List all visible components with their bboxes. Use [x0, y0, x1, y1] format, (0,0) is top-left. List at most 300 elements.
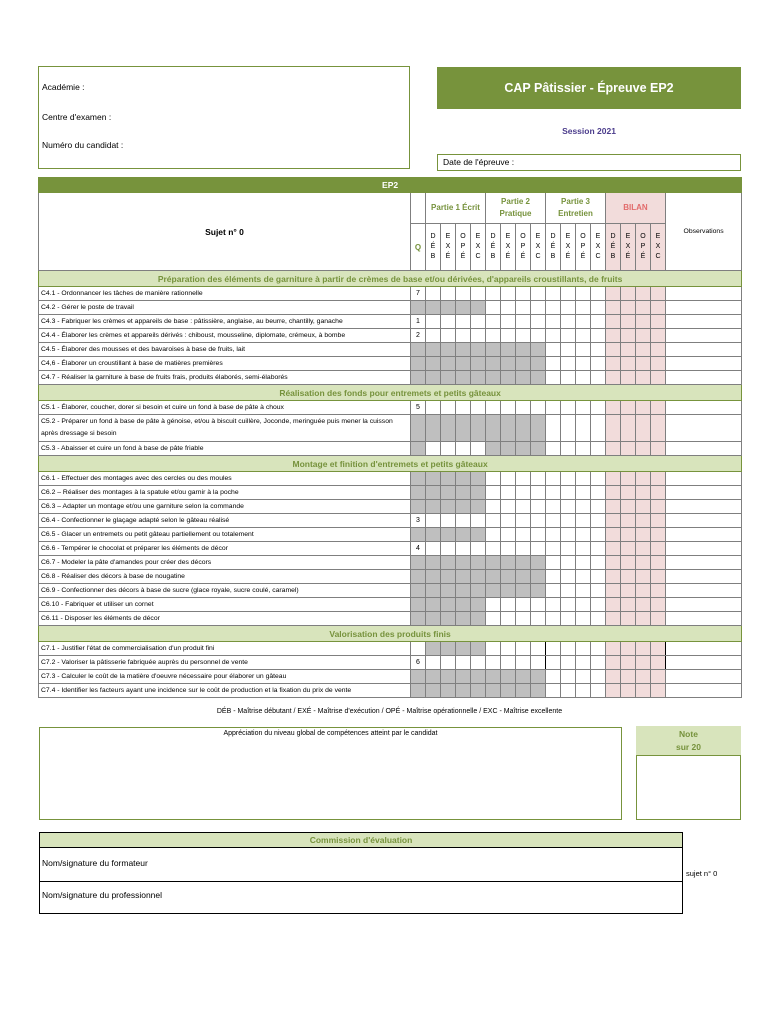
level-check-cell[interactable]	[471, 415, 486, 442]
level-check-cell[interactable]	[591, 612, 606, 626]
level-check-cell[interactable]	[606, 329, 621, 343]
level-check-cell[interactable]	[636, 371, 651, 385]
level-check-cell[interactable]	[606, 684, 621, 698]
level-check-cell[interactable]	[621, 612, 636, 626]
level-check-cell[interactable]	[531, 287, 546, 301]
level-check-cell[interactable]	[591, 542, 606, 556]
level-check-cell[interactable]	[621, 401, 636, 415]
level-check-cell[interactable]	[591, 486, 606, 500]
level-check-cell[interactable]	[546, 656, 561, 670]
level-check-cell[interactable]	[621, 570, 636, 584]
level-check-cell[interactable]	[516, 656, 531, 670]
level-check-cell[interactable]	[561, 287, 576, 301]
level-check-cell[interactable]	[456, 584, 471, 598]
level-check-cell[interactable]	[651, 442, 666, 456]
level-check-cell[interactable]	[441, 301, 456, 315]
level-check-cell[interactable]	[546, 556, 561, 570]
level-check-cell[interactable]	[651, 528, 666, 542]
level-check-cell[interactable]	[546, 415, 561, 442]
level-check-cell[interactable]	[561, 598, 576, 612]
level-check-cell[interactable]	[561, 343, 576, 357]
level-check-cell[interactable]	[621, 357, 636, 371]
level-check-cell[interactable]	[501, 542, 516, 556]
level-check-cell[interactable]	[636, 556, 651, 570]
level-check-cell[interactable]	[531, 612, 546, 626]
level-check-cell[interactable]	[561, 415, 576, 442]
level-check-cell[interactable]	[426, 401, 441, 415]
level-check-cell[interactable]	[516, 684, 531, 698]
question-number-cell[interactable]	[411, 670, 426, 684]
observation-cell[interactable]	[666, 528, 742, 542]
exam-date-field[interactable]: Date de l'épreuve :	[437, 154, 741, 171]
level-check-cell[interactable]	[636, 315, 651, 329]
level-check-cell[interactable]	[486, 570, 501, 584]
level-check-cell[interactable]	[636, 401, 651, 415]
level-check-cell[interactable]	[441, 584, 456, 598]
level-check-cell[interactable]	[606, 343, 621, 357]
level-check-cell[interactable]	[486, 315, 501, 329]
level-check-cell[interactable]	[456, 684, 471, 698]
level-check-cell[interactable]	[441, 514, 456, 528]
level-check-cell[interactable]	[591, 357, 606, 371]
level-check-cell[interactable]	[651, 329, 666, 343]
level-check-cell[interactable]	[516, 315, 531, 329]
question-number-cell[interactable]	[411, 472, 426, 486]
level-check-cell[interactable]	[576, 656, 591, 670]
level-check-cell[interactable]	[426, 486, 441, 500]
level-check-cell[interactable]	[501, 656, 516, 670]
level-check-cell[interactable]	[621, 670, 636, 684]
level-check-cell[interactable]	[441, 287, 456, 301]
level-check-cell[interactable]	[426, 301, 441, 315]
level-check-cell[interactable]	[546, 315, 561, 329]
level-check-cell[interactable]	[576, 556, 591, 570]
level-check-cell[interactable]	[531, 570, 546, 584]
level-check-cell[interactable]	[456, 371, 471, 385]
level-check-cell[interactable]	[546, 584, 561, 598]
level-check-cell[interactable]	[486, 287, 501, 301]
level-check-cell[interactable]	[636, 670, 651, 684]
level-check-cell[interactable]	[531, 486, 546, 500]
level-check-cell[interactable]	[636, 357, 651, 371]
observation-cell[interactable]	[666, 556, 742, 570]
level-check-cell[interactable]	[516, 343, 531, 357]
level-check-cell[interactable]	[456, 357, 471, 371]
level-check-cell[interactable]	[606, 612, 621, 626]
level-check-cell[interactable]	[441, 486, 456, 500]
level-check-cell[interactable]	[561, 612, 576, 626]
question-number-cell[interactable]	[411, 612, 426, 626]
level-check-cell[interactable]	[531, 329, 546, 343]
level-check-cell[interactable]	[546, 301, 561, 315]
level-check-cell[interactable]	[531, 500, 546, 514]
level-check-cell[interactable]	[426, 556, 441, 570]
level-check-cell[interactable]	[426, 343, 441, 357]
level-check-cell[interactable]	[471, 287, 486, 301]
level-check-cell[interactable]	[471, 357, 486, 371]
level-check-cell[interactable]	[501, 684, 516, 698]
observation-cell[interactable]	[666, 343, 742, 357]
level-check-cell[interactable]	[591, 514, 606, 528]
level-check-cell[interactable]	[486, 486, 501, 500]
level-check-cell[interactable]	[426, 612, 441, 626]
level-check-cell[interactable]	[516, 472, 531, 486]
level-check-cell[interactable]	[606, 670, 621, 684]
level-check-cell[interactable]	[471, 584, 486, 598]
level-check-cell[interactable]	[501, 570, 516, 584]
level-check-cell[interactable]	[651, 287, 666, 301]
level-check-cell[interactable]	[621, 656, 636, 670]
level-check-cell[interactable]	[561, 500, 576, 514]
level-check-cell[interactable]	[546, 528, 561, 542]
level-check-cell[interactable]	[486, 343, 501, 357]
level-check-cell[interactable]	[456, 500, 471, 514]
level-check-cell[interactable]	[546, 670, 561, 684]
level-check-cell[interactable]	[606, 415, 621, 442]
level-check-cell[interactable]	[486, 684, 501, 698]
level-check-cell[interactable]	[621, 542, 636, 556]
level-check-cell[interactable]	[471, 315, 486, 329]
level-check-cell[interactable]	[441, 670, 456, 684]
level-check-cell[interactable]	[561, 315, 576, 329]
observation-cell[interactable]	[666, 642, 742, 656]
level-check-cell[interactable]	[501, 415, 516, 442]
level-check-cell[interactable]	[501, 612, 516, 626]
observation-cell[interactable]	[666, 570, 742, 584]
level-check-cell[interactable]	[591, 684, 606, 698]
level-check-cell[interactable]	[516, 542, 531, 556]
level-check-cell[interactable]	[426, 528, 441, 542]
observation-cell[interactable]	[666, 371, 742, 385]
question-number-cell[interactable]	[411, 684, 426, 698]
observation-cell[interactable]	[666, 415, 742, 442]
question-number-cell[interactable]	[411, 357, 426, 371]
level-check-cell[interactable]	[501, 401, 516, 415]
observation-cell[interactable]	[666, 401, 742, 415]
level-check-cell[interactable]	[651, 514, 666, 528]
level-check-cell[interactable]	[591, 371, 606, 385]
level-check-cell[interactable]	[651, 570, 666, 584]
level-check-cell[interactable]	[621, 556, 636, 570]
level-check-cell[interactable]	[531, 514, 546, 528]
level-check-cell[interactable]	[576, 670, 591, 684]
level-check-cell[interactable]	[636, 528, 651, 542]
level-check-cell[interactable]	[546, 371, 561, 385]
level-check-cell[interactable]	[576, 315, 591, 329]
level-check-cell[interactable]	[576, 500, 591, 514]
level-check-cell[interactable]	[606, 486, 621, 500]
level-check-cell[interactable]	[501, 584, 516, 598]
level-check-cell[interactable]	[561, 556, 576, 570]
level-check-cell[interactable]	[561, 656, 576, 670]
level-check-cell[interactable]	[471, 472, 486, 486]
level-check-cell[interactable]	[561, 542, 576, 556]
level-check-cell[interactable]	[651, 556, 666, 570]
level-check-cell[interactable]	[561, 301, 576, 315]
question-number-cell[interactable]	[411, 371, 426, 385]
level-check-cell[interactable]	[546, 343, 561, 357]
level-check-cell[interactable]	[651, 612, 666, 626]
level-check-cell[interactable]	[651, 486, 666, 500]
level-check-cell[interactable]	[441, 343, 456, 357]
appreciation-box[interactable]	[39, 727, 622, 820]
level-check-cell[interactable]	[426, 442, 441, 456]
level-check-cell[interactable]	[651, 357, 666, 371]
observation-cell[interactable]	[666, 514, 742, 528]
observation-cell[interactable]	[666, 612, 742, 626]
level-check-cell[interactable]	[636, 514, 651, 528]
level-check-cell[interactable]	[531, 598, 546, 612]
level-check-cell[interactable]	[516, 670, 531, 684]
observation-cell[interactable]	[666, 357, 742, 371]
level-check-cell[interactable]	[471, 528, 486, 542]
level-check-cell[interactable]	[546, 514, 561, 528]
level-check-cell[interactable]	[636, 442, 651, 456]
level-check-cell[interactable]	[591, 500, 606, 514]
level-check-cell[interactable]	[576, 442, 591, 456]
level-check-cell[interactable]	[426, 329, 441, 343]
level-check-cell[interactable]	[471, 343, 486, 357]
level-check-cell[interactable]	[501, 642, 516, 656]
level-check-cell[interactable]	[486, 670, 501, 684]
level-check-cell[interactable]	[621, 442, 636, 456]
observation-cell[interactable]	[666, 656, 742, 670]
level-check-cell[interactable]	[516, 514, 531, 528]
level-check-cell[interactable]	[441, 415, 456, 442]
level-check-cell[interactable]	[546, 570, 561, 584]
level-check-cell[interactable]	[456, 670, 471, 684]
level-check-cell[interactable]	[486, 329, 501, 343]
level-check-cell[interactable]	[651, 656, 666, 670]
level-check-cell[interactable]	[441, 684, 456, 698]
level-check-cell[interactable]	[636, 287, 651, 301]
level-check-cell[interactable]	[456, 656, 471, 670]
level-check-cell[interactable]	[426, 500, 441, 514]
level-check-cell[interactable]	[546, 486, 561, 500]
level-check-cell[interactable]	[516, 584, 531, 598]
level-check-cell[interactable]	[456, 556, 471, 570]
level-check-cell[interactable]	[606, 514, 621, 528]
level-check-cell[interactable]	[621, 584, 636, 598]
level-check-cell[interactable]	[501, 598, 516, 612]
question-number-cell[interactable]	[411, 486, 426, 500]
level-check-cell[interactable]	[606, 500, 621, 514]
level-check-cell[interactable]	[456, 486, 471, 500]
level-check-cell[interactable]	[576, 528, 591, 542]
level-check-cell[interactable]	[636, 542, 651, 556]
question-number-cell[interactable]	[411, 570, 426, 584]
level-check-cell[interactable]	[426, 684, 441, 698]
level-check-cell[interactable]	[426, 514, 441, 528]
level-check-cell[interactable]	[561, 371, 576, 385]
question-number-cell[interactable]: 1	[411, 315, 426, 329]
level-check-cell[interactable]	[621, 371, 636, 385]
level-check-cell[interactable]	[576, 598, 591, 612]
level-check-cell[interactable]	[621, 472, 636, 486]
level-check-cell[interactable]	[636, 486, 651, 500]
level-check-cell[interactable]	[531, 301, 546, 315]
level-check-cell[interactable]	[576, 357, 591, 371]
level-check-cell[interactable]	[501, 556, 516, 570]
level-check-cell[interactable]	[426, 584, 441, 598]
level-check-cell[interactable]	[561, 486, 576, 500]
level-check-cell[interactable]	[606, 528, 621, 542]
question-number-cell[interactable]: 3	[411, 514, 426, 528]
level-check-cell[interactable]	[471, 329, 486, 343]
level-check-cell[interactable]	[471, 656, 486, 670]
level-check-cell[interactable]	[621, 500, 636, 514]
level-check-cell[interactable]	[591, 670, 606, 684]
level-check-cell[interactable]	[531, 684, 546, 698]
level-check-cell[interactable]	[501, 500, 516, 514]
level-check-cell[interactable]	[576, 486, 591, 500]
level-check-cell[interactable]	[576, 612, 591, 626]
level-check-cell[interactable]	[456, 542, 471, 556]
level-check-cell[interactable]	[576, 343, 591, 357]
level-check-cell[interactable]	[561, 514, 576, 528]
level-check-cell[interactable]	[561, 642, 576, 656]
question-number-cell[interactable]	[411, 415, 426, 442]
level-check-cell[interactable]	[441, 357, 456, 371]
level-check-cell[interactable]	[471, 486, 486, 500]
level-check-cell[interactable]	[471, 542, 486, 556]
level-check-cell[interactable]	[636, 329, 651, 343]
level-check-cell[interactable]	[576, 584, 591, 598]
level-check-cell[interactable]	[651, 670, 666, 684]
level-check-cell[interactable]	[576, 329, 591, 343]
level-check-cell[interactable]	[486, 556, 501, 570]
level-check-cell[interactable]	[486, 500, 501, 514]
level-check-cell[interactable]	[516, 528, 531, 542]
level-check-cell[interactable]	[561, 357, 576, 371]
question-number-cell[interactable]: 5	[411, 401, 426, 415]
question-number-cell[interactable]: 6	[411, 656, 426, 670]
level-check-cell[interactable]	[651, 472, 666, 486]
level-check-cell[interactable]	[591, 656, 606, 670]
level-check-cell[interactable]	[531, 472, 546, 486]
level-check-cell[interactable]	[441, 642, 456, 656]
level-check-cell[interactable]	[441, 442, 456, 456]
observation-cell[interactable]	[666, 287, 742, 301]
level-check-cell[interactable]	[426, 656, 441, 670]
observation-cell[interactable]	[666, 472, 742, 486]
level-check-cell[interactable]	[576, 514, 591, 528]
question-number-cell[interactable]	[411, 598, 426, 612]
question-number-cell[interactable]: 7	[411, 287, 426, 301]
level-check-cell[interactable]	[516, 500, 531, 514]
level-check-cell[interactable]	[501, 329, 516, 343]
level-check-cell[interactable]	[621, 287, 636, 301]
level-check-cell[interactable]	[636, 684, 651, 698]
level-check-cell[interactable]	[546, 401, 561, 415]
level-check-cell[interactable]	[561, 472, 576, 486]
level-check-cell[interactable]	[546, 357, 561, 371]
level-check-cell[interactable]	[516, 301, 531, 315]
level-check-cell[interactable]	[501, 486, 516, 500]
level-check-cell[interactable]	[471, 301, 486, 315]
level-check-cell[interactable]	[456, 514, 471, 528]
level-check-cell[interactable]	[441, 500, 456, 514]
level-check-cell[interactable]	[576, 542, 591, 556]
level-check-cell[interactable]	[456, 315, 471, 329]
level-check-cell[interactable]	[486, 415, 501, 442]
level-check-cell[interactable]	[441, 556, 456, 570]
level-check-cell[interactable]	[651, 584, 666, 598]
level-check-cell[interactable]	[561, 329, 576, 343]
level-check-cell[interactable]	[516, 371, 531, 385]
level-check-cell[interactable]	[621, 329, 636, 343]
level-check-cell[interactable]	[606, 542, 621, 556]
observation-cell[interactable]	[666, 486, 742, 500]
level-check-cell[interactable]	[441, 528, 456, 542]
level-check-cell[interactable]	[486, 442, 501, 456]
level-check-cell[interactable]	[531, 401, 546, 415]
level-check-cell[interactable]	[501, 343, 516, 357]
level-check-cell[interactable]	[636, 415, 651, 442]
level-check-cell[interactable]	[441, 472, 456, 486]
level-check-cell[interactable]	[531, 656, 546, 670]
question-number-cell[interactable]	[411, 556, 426, 570]
observation-cell[interactable]	[666, 442, 742, 456]
level-check-cell[interactable]	[486, 357, 501, 371]
level-check-cell[interactable]	[561, 570, 576, 584]
level-check-cell[interactable]	[561, 528, 576, 542]
level-check-cell[interactable]	[426, 357, 441, 371]
level-check-cell[interactable]	[426, 542, 441, 556]
level-check-cell[interactable]	[441, 371, 456, 385]
level-check-cell[interactable]	[501, 315, 516, 329]
level-check-cell[interactable]	[516, 570, 531, 584]
observation-cell[interactable]	[666, 301, 742, 315]
level-check-cell[interactable]	[606, 315, 621, 329]
level-check-cell[interactable]	[576, 642, 591, 656]
level-check-cell[interactable]	[651, 684, 666, 698]
level-check-cell[interactable]	[576, 401, 591, 415]
level-check-cell[interactable]	[621, 301, 636, 315]
level-check-cell[interactable]	[486, 612, 501, 626]
question-number-cell[interactable]: 2	[411, 329, 426, 343]
level-check-cell[interactable]	[441, 329, 456, 343]
level-check-cell[interactable]	[546, 684, 561, 698]
level-check-cell[interactable]	[636, 642, 651, 656]
level-check-cell[interactable]	[636, 472, 651, 486]
level-check-cell[interactable]	[456, 598, 471, 612]
level-check-cell[interactable]	[636, 598, 651, 612]
level-check-cell[interactable]	[606, 301, 621, 315]
level-check-cell[interactable]	[621, 528, 636, 542]
level-check-cell[interactable]	[456, 442, 471, 456]
level-check-cell[interactable]	[531, 415, 546, 442]
level-check-cell[interactable]	[606, 371, 621, 385]
formateur-signature-field[interactable]: Nom/signature du formateur	[42, 858, 148, 868]
question-number-cell[interactable]	[411, 584, 426, 598]
level-check-cell[interactable]	[621, 486, 636, 500]
level-check-cell[interactable]	[456, 570, 471, 584]
level-check-cell[interactable]	[486, 656, 501, 670]
level-check-cell[interactable]	[591, 598, 606, 612]
level-check-cell[interactable]	[531, 556, 546, 570]
level-check-cell[interactable]	[621, 642, 636, 656]
level-check-cell[interactable]	[486, 401, 501, 415]
level-check-cell[interactable]	[591, 301, 606, 315]
level-check-cell[interactable]	[531, 584, 546, 598]
level-check-cell[interactable]	[576, 371, 591, 385]
level-check-cell[interactable]	[516, 357, 531, 371]
level-check-cell[interactable]	[456, 528, 471, 542]
level-check-cell[interactable]	[606, 570, 621, 584]
level-check-cell[interactable]	[531, 442, 546, 456]
level-check-cell[interactable]	[546, 442, 561, 456]
